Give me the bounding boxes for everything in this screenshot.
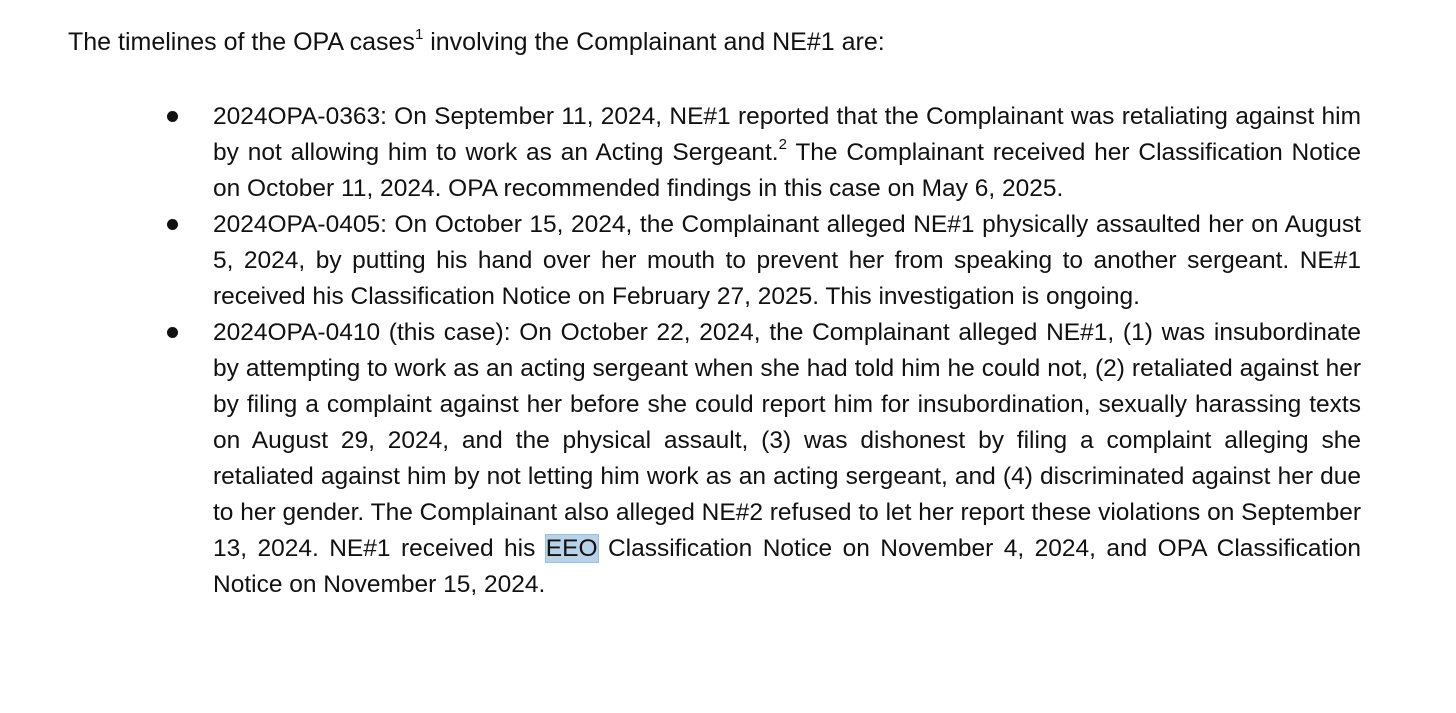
list-item-case-0405 xyxy=(0,207,1456,315)
intro-paragraph xyxy=(68,22,885,62)
list-item-case-0410 xyxy=(0,315,1456,603)
case-0363-text-start: 2024OPA-0363: On September 11, 2024, NE#1 reported that the Complainant was retaliating against him by not allowing him to work as an Acting Sergeant. xyxy=(213,103,1361,166)
case-0410-text xyxy=(213,315,1361,603)
footnote-ref-2[interactable]: 2 xyxy=(778,135,787,153)
intro-text-start: The timelines of the OPA cases xyxy=(68,28,415,56)
bullet-icon xyxy=(167,219,178,230)
case-timeline-list xyxy=(0,99,1456,603)
case-0410-text-end: Classification Notice on November 4, 2024, and OPA Classification Notice on November 15, 2024. xyxy=(213,535,1361,598)
case-0363-text-end: The Complainant received her Classification Notice on October 11, 2024. OPA recommended findings in this case on May 6, 2025. xyxy=(213,139,1361,202)
case-0363-text xyxy=(213,99,1361,207)
case-0410-text-start: 2024OPA-0410 (this case): On October 22, 2024, the Complainant alleged NE#1, (1) was insubordinate by attempting to work as an acting sergeant when she had told him he could not, (2) retaliated against her by filing a complaint against her before she could report him for insubordination, sexually harassing texts on August 29, 2024, and the physical assault, (3) was dishonest by filing a complaint alleging she retaliated against him by not letting him work as an acting sergeant, and (4) discriminated against her due to her gender. The Complainant also alleged NE#2 refused to let her report these violations on September 13, 2024. NE#1 received his xyxy=(213,319,1361,562)
intro-text-end: involving the Complainant and NE#1 are: xyxy=(423,28,885,56)
list-item-case-0363 xyxy=(0,99,1456,207)
bullet-icon xyxy=(167,111,178,122)
footnote-ref-1[interactable]: 1 xyxy=(414,25,424,43)
selected-text-highlight[interactable]: EEO xyxy=(545,535,598,562)
bullet-icon xyxy=(167,327,178,338)
case-0405-text: 2024OPA-0405: On October 15, 2024, the Complainant alleged NE#1 physically assaulted her on August 5, 2024, by putting his hand over her mouth to prevent her from speaking to another sergeant. NE#1 received his Classification Notice on February 27, 2025. This investigation is ongoing. xyxy=(213,211,1361,310)
